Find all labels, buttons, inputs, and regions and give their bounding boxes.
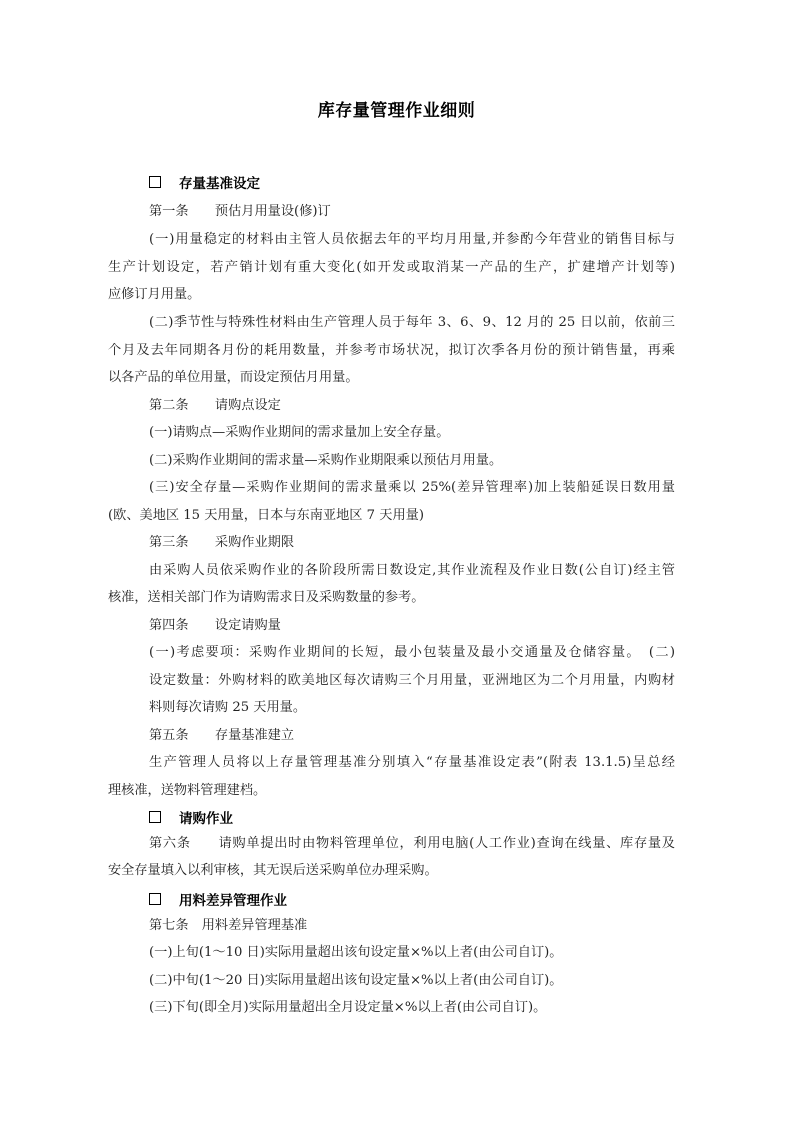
- article-heading: 第二条 请购点设定: [149, 398, 281, 413]
- paragraph-line: 以各产品的单位用量，而设定预估月用量。: [108, 370, 359, 385]
- paragraph-line: (三)下旬(即全月)实际用量超出全月设定量×%以上者(由公司自订)。: [149, 1000, 547, 1015]
- paragraph-line: 由采购人员依采购作业的各阶段所需日数设定,其作业流程及作业日数(公自订)经主管: [149, 563, 675, 578]
- section-heading: 存量基准设定: [149, 172, 260, 192]
- paragraph-line: 生产管理人员将以上存量管理基准分别填入“存量基准设定表”(附表 13.1.5)呈总经: [149, 755, 675, 770]
- paragraph-line: (欧、美地区 15 天用量，日本与东南亚地区 7 天用量): [108, 508, 424, 523]
- paragraph-line: (一)请购点—采购作业期间的需求量加上安全存量。: [149, 425, 450, 440]
- article-heading: 第七条 用料差异管理基准: [149, 918, 308, 933]
- page-title: 库存量管理作业细则: [317, 101, 476, 121]
- article-heading: 第一条 预估月用量设(修)订: [149, 204, 331, 219]
- article-heading: 第五条 存量基准建立: [149, 728, 295, 743]
- paragraph-line: 设定数量：外购材料的欧美地区每次请购三个月用量，亚洲地区为二个月用量，内购材: [149, 673, 675, 688]
- paragraph-line: 个月及去年同期各月份的耗用数量，并参考市场状况，拟订次季各月份的预计销售量，再乘: [108, 343, 675, 358]
- section-heading: 用料差异管理作业: [149, 889, 287, 909]
- paragraph-line: (二)中旬(1～20 日)实际用量超出该旬设定量×%以上者(由公司自订)。: [149, 973, 563, 988]
- paragraph-line: 理核准，送物料管理建档。: [108, 783, 267, 798]
- paragraph-line: 第六条 请购单提出时由物料管理单位，利用电脑(人工作业)查询在线量、库存量及: [149, 836, 675, 851]
- checkbox-square-icon: [149, 811, 161, 823]
- section-heading: 请购作业: [149, 807, 233, 827]
- paragraph-line: 应修订月用量。: [108, 287, 201, 302]
- paragraph-line: 料则每次请购 25 天用量。: [149, 700, 307, 715]
- paragraph-line: 核准，送相关部门作为请购需求日及采购数量的参考。: [108, 590, 425, 605]
- article-heading: 第四条 设定请购量: [149, 618, 281, 633]
- paragraph-line: 生产计划设定，若产销计划有重大变化(如开发或取消某一产品的生产，扩建增产计划等): [108, 260, 675, 275]
- paragraph-line: (一)用量稳定的材料由主管人员依据去年的平均月用量,并参酌今年营业的销售目标与: [149, 232, 675, 247]
- paragraph-line: (二)采购作业期间的需求量—采购作业期限乘以预估月用量。: [149, 453, 503, 468]
- paragraph-line: (三)安全存量—采购作业期间的需求量乘以 25%(差异管理率)加上装船延误日数用量: [149, 480, 675, 495]
- paragraph-line: (一)考虑要项：采购作业期间的长短，最小包装量及最小交通量及仓储容量。 (二): [149, 645, 675, 660]
- paragraph-line: (一)上旬(1～10 日)实际用量超出该旬设定量×%以上者(由公司自订)。: [149, 945, 563, 960]
- article-heading: 第三条 采购作业期限: [149, 535, 295, 550]
- checkbox-square-icon: [149, 893, 161, 905]
- paragraph-line: 安全存量填入以利审核，其无误后送采购单位办理采购。: [108, 863, 438, 878]
- checkbox-square-icon: [149, 176, 161, 188]
- paragraph-line: (二)季节性与特殊性材料由生产管理人员于每年 3、6、9、12 月的 25 日以前，依前三: [149, 315, 675, 330]
